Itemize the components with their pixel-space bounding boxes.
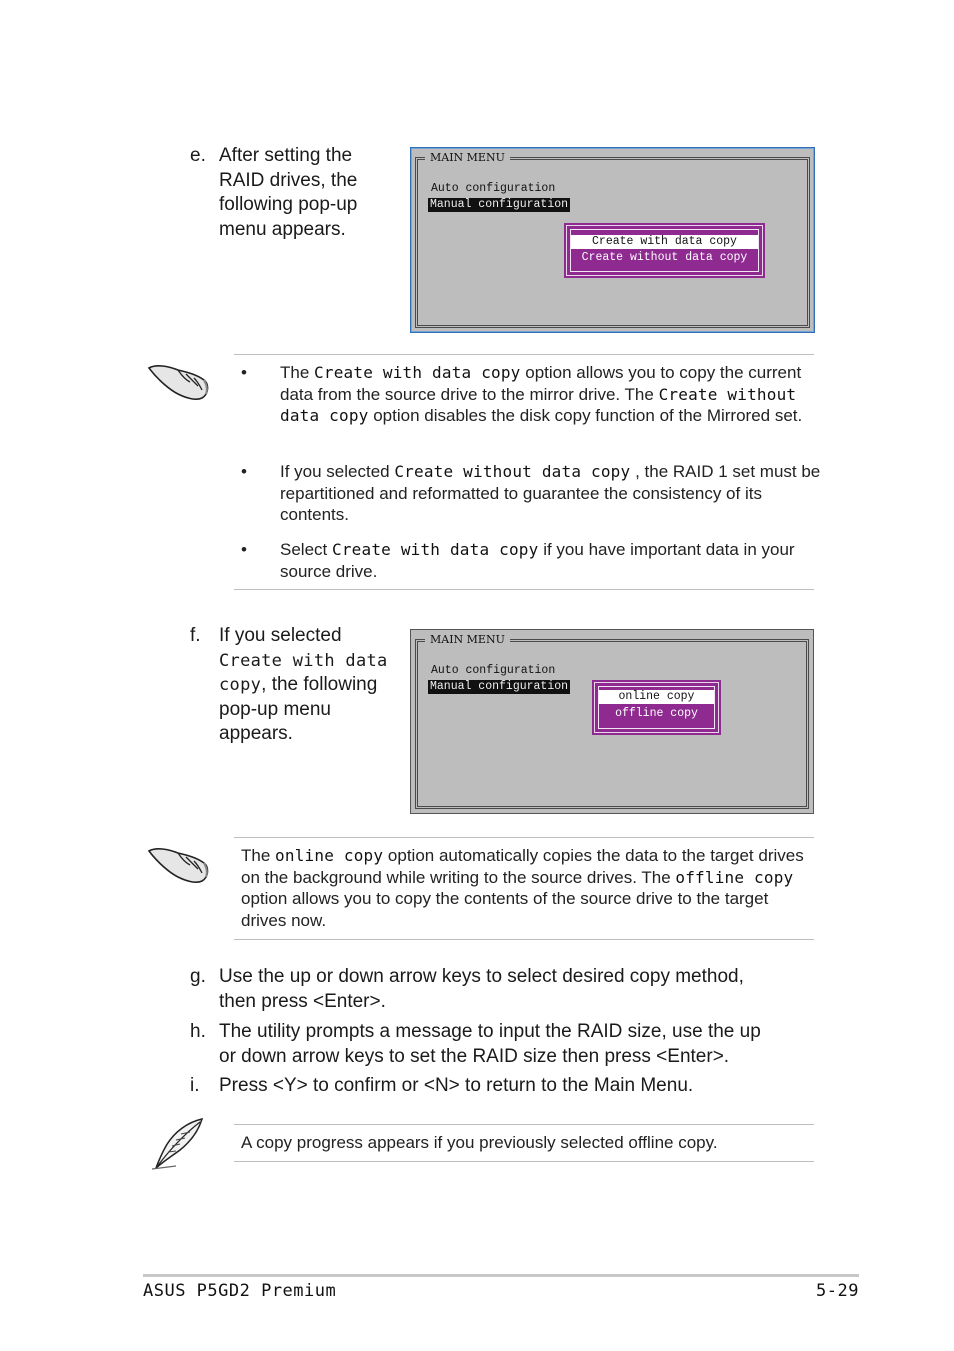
step-line: Use the up or down arrow keys to select desired copy method, — [219, 966, 744, 987]
step-text — [219, 144, 357, 242]
bullet-dot: • — [241, 462, 247, 481]
note-bullet — [241, 461, 826, 527]
note-rule-bottom — [234, 589, 814, 590]
step-text — [219, 965, 744, 1014]
keyword: Create without data copy — [280, 384, 797, 426]
option-create-with-data-copy[interactable]: Create with data copy — [571, 235, 758, 249]
step-line — [219, 673, 388, 698]
step-f — [190, 624, 405, 749]
bios-title: MAIN MENU — [425, 151, 510, 164]
note-bullet — [241, 362, 826, 450]
keyword: offline copy — [675, 867, 794, 887]
option-offline-copy[interactable]: offline copy — [615, 707, 698, 720]
text: , the RAID 1 set must be repartitioned and reformatted to guarantee the consistency of its contents. — [280, 462, 821, 525]
bios-screenshot-create-menu — [410, 147, 815, 333]
footer-rule — [143, 1274, 859, 1277]
step-line: Press <Y> to confirm or <N> to return to the Main Menu. — [219, 1075, 694, 1096]
menu-item-manual-configuration[interactable]: Manual configuration — [430, 198, 569, 211]
step-line: The utility prompts a message to input the RAID size, use the up — [219, 1021, 761, 1042]
step-letter: h. — [190, 1021, 206, 1042]
note-rule-top — [234, 1124, 814, 1125]
step-e — [190, 144, 390, 244]
text: option automatically copies the data to the target drives on the background while writing to the source drives. The — [241, 846, 804, 887]
text: if you have important data in your source drive. — [280, 540, 795, 581]
step-text — [219, 1020, 761, 1069]
keyword: Create with data copy — [314, 363, 521, 382]
text: option disables the disk copy function of the Mirrored set. — [368, 406, 803, 426]
step-i — [190, 1074, 820, 1100]
text: The — [241, 846, 276, 865]
keyword: Create with data — [219, 650, 388, 671]
note-text: A copy progress appears if you previously selected offline copy. — [241, 1133, 718, 1152]
step-letter: g. — [190, 966, 206, 987]
text: , the following — [261, 674, 378, 695]
note-rule-bottom — [234, 1161, 814, 1162]
note-rule-top — [234, 354, 814, 355]
bullet-dot: • — [241, 540, 247, 559]
text: option allows you to copy the current data from the source drive to the mirror drive. The — [280, 363, 802, 404]
option-online-copy[interactable]: online copy — [599, 690, 714, 704]
text: If you selected — [280, 462, 395, 481]
menu-item-manual-configuration[interactable]: Manual configuration — [430, 680, 569, 693]
step-line: following pop-up — [219, 194, 358, 215]
step-text — [219, 624, 388, 747]
hand-icon — [146, 354, 212, 402]
step-line: If you selected — [219, 625, 342, 646]
note-rule-bottom — [234, 939, 814, 940]
step-line: appears. — [219, 723, 293, 744]
popup-menu — [566, 225, 763, 276]
feather-pen-icon — [150, 1116, 210, 1172]
bios-title: MAIN MENU — [425, 633, 510, 646]
step-g — [190, 965, 820, 1015]
step-line: then press <Enter>. — [219, 990, 386, 1012]
note-rule-top — [234, 837, 814, 838]
text: option allows you to copy the contents of the source drive to the target drives now. — [241, 889, 769, 931]
bios-screenshot-copy-menu — [410, 629, 814, 814]
keyword: copy — [219, 675, 262, 695]
keyword: Create with data copy — [331, 540, 539, 559]
text: The — [280, 363, 315, 382]
hand-icon — [146, 837, 212, 885]
menu-item-auto-configuration[interactable]: Auto configuration — [431, 182, 556, 195]
bullet-text — [280, 362, 825, 427]
step-line: pop-up menu — [219, 698, 331, 720]
step-line: After setting the — [219, 145, 353, 166]
note-bullet — [241, 539, 826, 583]
keyword: online copy — [275, 846, 384, 865]
step-h — [190, 1020, 820, 1070]
text: Select — [280, 540, 332, 559]
step-line: menu appears. — [219, 218, 346, 240]
bullet-text — [280, 539, 825, 582]
footer-page-number: 5-29 — [816, 1281, 859, 1301]
menu-item-auto-configuration[interactable]: Auto configuration — [431, 664, 556, 677]
step-letter: e. — [190, 145, 206, 166]
bullet-text — [280, 461, 825, 526]
note-text — [241, 845, 816, 932]
step-line: RAID drives, the — [219, 169, 358, 191]
step-letter: f. — [190, 625, 201, 646]
bullet-dot: • — [241, 363, 247, 382]
step-text — [219, 1074, 693, 1099]
step-letter: i. — [190, 1075, 200, 1096]
step-line: or down arrow keys to set the RAID size then press <Enter>. — [219, 1045, 730, 1067]
option-create-without-data-copy[interactable]: Create without data copy — [581, 251, 748, 264]
popup-menu — [594, 682, 719, 733]
footer-product-name: ASUS P5GD2 Premium — [143, 1281, 337, 1301]
keyword: Create without data copy — [394, 462, 631, 481]
